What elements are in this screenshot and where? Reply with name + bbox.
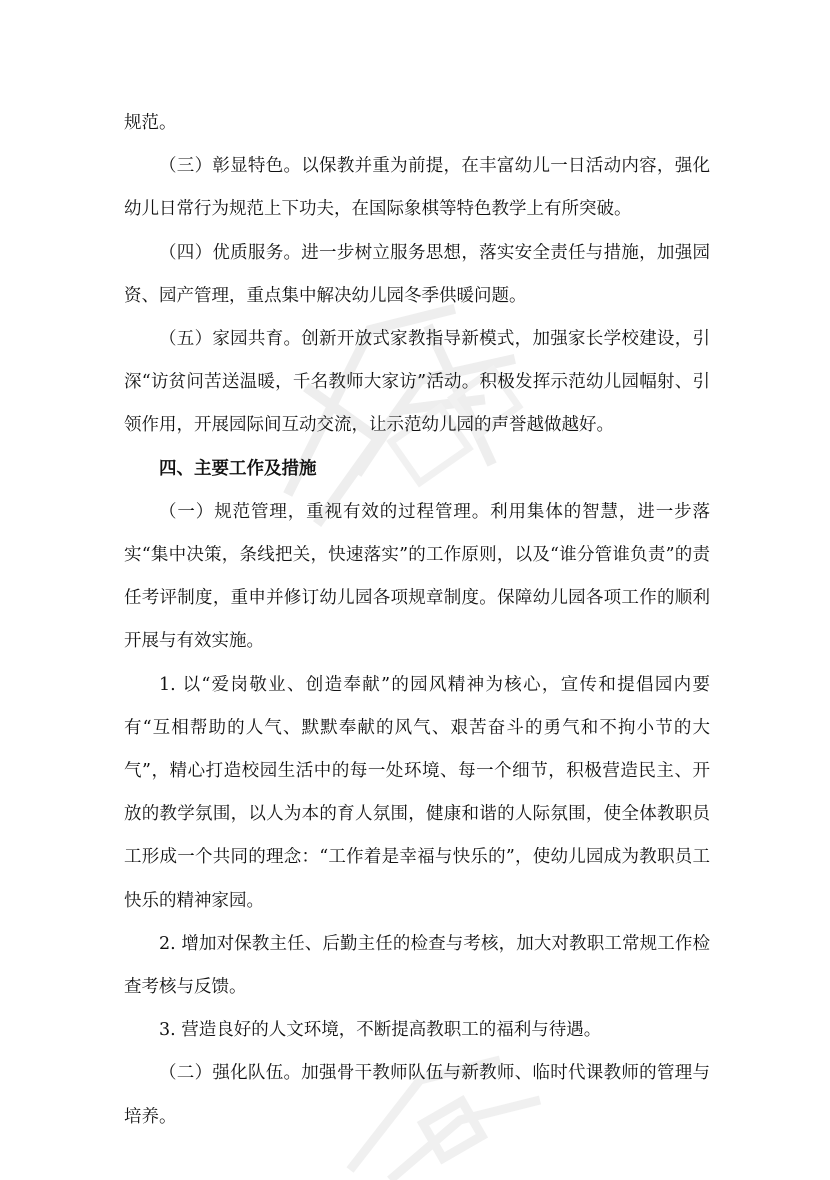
document-body [124,102,710,1139]
paragraph-home-school-coeducation: （五）家园共育。创新开放式家教指导新模式，加强家长学校建设，引深“访贫问苦送温暖，千名教师大家访”活动。积极发挥示范幼儿园幅射、引领作用，开展园际间互动交流，让示范幼儿园的声誉越做越好。 [124,329,710,436]
list-item-1: 1. 以“爱岗敬业、创造奉献”的园风精神为核心，宣传和提倡园内要有“互相帮助的人气、默默奉献的风气、艰苦奋斗的勇气和不拘小节的大气”，精心打造校园生活中的每一处环境、每一个细节，积极营造民主、开放的教学氛围，以人为本的育人氛围，健康和谐的人际氛围，使全体教职员工形成一个共同的理念：“工作着是幸福与快乐的”，使幼儿园成为教职员工快乐的精神家园。 [124,674,710,911]
section-heading-main-work: 四、主要工作及措施 [159,458,317,479]
list-item-2: 2. 增加对保教主任、后勤主任的检查与考核，加大对教职工常规工作检查考核与反馈。 [124,933,710,998]
list-item-3: 3. 营造良好的人文环境，不断提高教职工的福利与待遇。 [159,1020,602,1041]
paragraph-standardized-management: （一）规范管理，重视有效的过程管理。利用集体的智慧，进一步落实“集中决策，条线把关，快速落实”的工作原则，以及“谁分管谁负责”的责任考评制度，重申并修订幼儿园各项规章制度。保障幼儿园各项工作的顺利开展与有效实施。 [124,501,710,652]
paragraph-strengthen-team: （二）强化队伍。加强骨干教师队伍与新教师、临时代课教师的管理与培养。 [124,1063,710,1127]
paragraph-continuation: 规范。 [124,113,177,133]
paragraph-quality-service: （四）优质服务。进一步树立服务思想，落实安全责任与措施，加强园资、园产管理，重点集中解决幼儿园冬季供暖问题。 [124,242,710,306]
paragraph-highlight-features: （三）彰显特色。以保教并重为前提，在丰富幼儿一日活动内容，强化幼儿日常行为规范上下功夫，在国际象棋等特色教学上有所突破。 [124,156,710,220]
